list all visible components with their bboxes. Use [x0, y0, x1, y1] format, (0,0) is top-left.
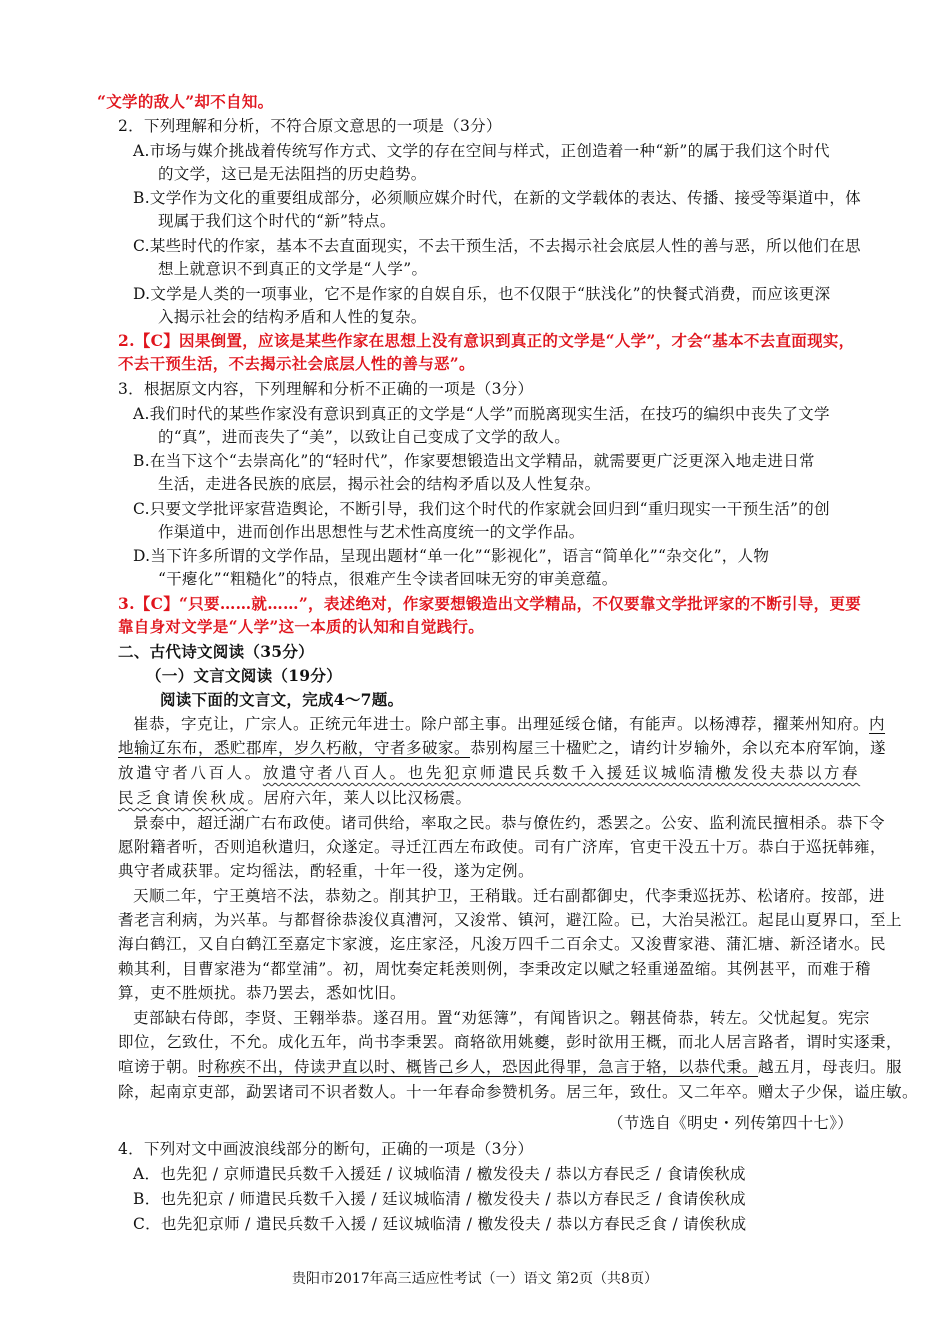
q3-option-b-line1: B.在当下这个“去崇高化”的“轻时代”，作家要想锻造出文学精品，就需要更广泛更深入地走进日常 — [133, 452, 815, 470]
q3-answer-line1: 3.【C】“只要……就……”，表述绝对，作家要想锻造出文学精品，不仅要靠文学批评家的不断引导，更要 — [118, 594, 862, 613]
q3-option-b-line2: 生活，走进各民族的底层，揭示社会的结构矛盾以及人性复杂。 — [158, 475, 601, 493]
subsection-heading: （一）文言文阅读（19分） — [146, 666, 342, 685]
passage-p1-line4 — [118, 787, 472, 809]
q4-option-b: B．也先犯京 / 师遣民兵数千入援 / 廷议城临清 / 檄发役夫 / 恭以方春民乏 / 食请俟秋成 — [133, 1190, 746, 1208]
passage-source: （节选自《明史・列传第四十七》） — [608, 1114, 854, 1132]
q3-option-a-line1: A.我们时代的某些作家没有意识到真正的文学是“人学”而脱离现实生活，在技巧的编织中丧失了文学 — [133, 405, 830, 423]
q2-answer-line2: 不去干预生活，不去揭示社会底层人性的善与恶”。 — [118, 354, 475, 373]
q2-option-d-line2: 入揭示社会的结构矛盾和人性的复杂。 — [158, 308, 427, 326]
passage-p2-line2: 愿附籍者听，否则追秋遣归，众遂定。寻迁江西左布政使。司有广济库，官吏干没五十万。恭白于巡抚韩雍， — [118, 838, 887, 856]
q3-stem: 3．根据原文内容，下列理解和分析不正确的一项是（3分） — [118, 380, 534, 398]
q3-answer-line2: 靠自身对文学是“人学”这一本质的认知和自觉践行。 — [118, 617, 485, 636]
passage-p3-line1: 天顺二年，宁王奠培不法，恭劾之。削其护卫，王稍戢。迁右副都御史，代李秉巡抚苏、松诸府。按部，进 — [133, 887, 886, 905]
passage-p3-line2: 耆老言利病，为兴革。与都督徐恭浚仪真漕河，又浚常、镇河，避江险。已，大治吴淞江。起昆山夏界口，至上 — [118, 911, 903, 929]
passage-p3-line5: 算，吏不胜烦扰。恭乃罢去，悉如忱旧。 — [118, 984, 407, 1002]
q2-option-b-line1: B.文学作为文化的重要组成部分，必须顺应媒介时代，在新的文学载体的表达、传播、接受等渠道中，体 — [133, 189, 861, 207]
q3-option-c-line2: 作渠道中，进而创作出思想性与艺术性高度统一的文学作品。 — [158, 523, 585, 541]
passage-p2-line1: 景泰中，超迁湖广右布政使。诸司供给，率取之民。恭与僚佐约，悉罢之。公安、监利流民擅相杀。恭下令 — [133, 814, 886, 832]
q3-option-c-line1: C.只要文学批评家营造舆论，不断引导，我们这个时代的作家就会回归到“重归现实一干预生活”的创 — [133, 500, 830, 518]
q2-option-a-line2: 的文学，这已是无法阻挡的历史趋势。 — [158, 165, 427, 183]
passage-p4-line3-start: 喧谤于朝。 — [118, 1058, 199, 1076]
q2-option-b-line2: 现属于我们这个时代的“新”特点。 — [158, 212, 396, 230]
passage-p4-line4: 除，起南京吏部，勐罢诸司不识者数人。十一年春命参赞机务。居三年，致仕。又二年卒。赠太子少保，谥庄敏。 — [118, 1083, 919, 1101]
passage-p1-line1-text: 崔恭，字克让，广宗人。正统元年进士。除户部主事。出理延绥仓储，有能声。以杨溥荐，擢莱州知府。 — [133, 715, 870, 733]
passage-p1-line2 — [118, 737, 886, 759]
passage-p1-line2-underlined: 地输辽东布，悉贮郡库，岁久朽敝，守者多破家。 — [118, 739, 471, 757]
passage-p2-line3: 典守者咸获罪。定均徭法，酌轻重，十年一役，遂为定例。 — [118, 862, 535, 880]
q2-option-d-line1: D.文学是人类的一项事业，它不是作家的自娱自乐，也不仅限于“肤浅化”的快餐式消费，而应该更深 — [133, 285, 831, 303]
passage-p3-line3: 海白鹤江，又自白鹤江至嘉定卞家渡，迄庄家泾，凡浚万四千二百余丈。又浚曹家港、蒲汇塘、新泾诸水。民 — [118, 935, 887, 953]
q4-stem: 4．下列对文中画波浪线部分的断句，正确的一项是（3分） — [118, 1140, 534, 1158]
passage-p4-line3-end: 越五月，母丧归。服 — [758, 1058, 903, 1076]
passage-p1-line4-text: 。居府六年，莱人以比汉杨震。 — [247, 789, 472, 807]
section-heading: 二、古代诗文阅读（35分） — [118, 642, 314, 661]
passage-p3-line4: 赖其利，目曹家港为“都堂浦”。初，周忱奏定耗羡则例，李秉改定以赋之轻重递盈缩。其例甚平，而难于稽 — [118, 960, 871, 978]
passage-p1-line3-start: 放遣守者八百人。 — [118, 764, 263, 782]
q4-option-c: C．也先犯京师 / 遣民兵数千入援 / 廷议城临清 / 檄发役夫 / 恭以方春民乏食 / 请俟秋成 — [133, 1215, 747, 1233]
passage-p4-line1: 吏部缺右侍郎，李贤、王翱举恭。遂召用。置“劝惩簿”，有闻皆识之。翱甚倚恭，转左。父忧起复。宪宗 — [133, 1009, 870, 1027]
q2-stem: 2．下列理解和分析，不符合原文意思的一项是（3分） — [118, 117, 502, 135]
q3-option-a-line2: 的“真”，进而丧失了“美”，以致让自己变成了文学的敌人。 — [158, 428, 571, 446]
prev-answer-tail: “文学的敌人”却不自知。 — [97, 92, 274, 111]
passage-p1-line1-underlined: 内 — [869, 715, 886, 733]
passage-p1-line2-text: 恭别构屋三十楹贮之，请约计岁输外，余以充本府军饷，遂 — [470, 739, 887, 757]
passage-p1-line1 — [133, 713, 885, 735]
q2-option-c-line2: 想上就意识不到真正的文学是“人学”。 — [158, 260, 428, 278]
page-footer: 贵阳市2017年高三适应性考试（一）语文 第2页（共8页） — [292, 1271, 658, 1287]
q2-option-a-line1: A.市场与媒介挑战着传统写作方式、文学的存在空间与样式，正创造着一种“新”的属于我们这个时代 — [133, 142, 830, 160]
passage-p4-line3-underlined: 时称疾不出，侍读尹直以时、概皆己乡人，恐因此得罪，急言于辂，以恭代秉。 — [198, 1058, 759, 1076]
passage-p4-line3 — [118, 1056, 902, 1078]
passage-p4-line2: 即位，乞致仕，不允。成化五年，尚书李秉罢。商辂欲用姚夔，彭时欲用王概，而北人居言路者，谓时实逐秉， — [118, 1033, 903, 1051]
q3-option-d-line1: D.当下许多所谓的文学作品，呈现出题材“单一化”“影视化”，语言“简单化”“杂交化”，人物 — [133, 547, 770, 565]
q2-option-c-line1: C.某些时代的作家，基本不去直面现实，不去干预生活，不去揭示社会底层人性的善与恶，所以他们在思 — [133, 237, 861, 255]
q2-answer-line1: 2.【C】因果倒置，应该是某些作家在思想上没有意识到真正的文学是“人学”，才会“基本不去直面现实， — [118, 331, 855, 350]
passage-wavy-segment-2: 民乏食请俟秋成 — [118, 789, 248, 807]
reading-instruction: 阅读下面的文言文，完成4～7题。 — [160, 690, 404, 709]
passage-wavy-segment-1: 放遣守者八百人。也先犯京师遣民兵数千入援廷议城临清檄发役夫恭以方春 — [262, 764, 861, 782]
passage-p1-line3 — [118, 762, 860, 784]
q4-option-a: A．也先犯 / 京师遣民兵数千入援廷 / 议城临清 / 檄发役夫 / 恭以方春民乏 / 食请俟秋成 — [133, 1165, 746, 1183]
q3-option-d-line2: “干瘪化”“粗糙化”的特点，很难产生令读者回味无穷的审美意蕴。 — [158, 570, 618, 588]
